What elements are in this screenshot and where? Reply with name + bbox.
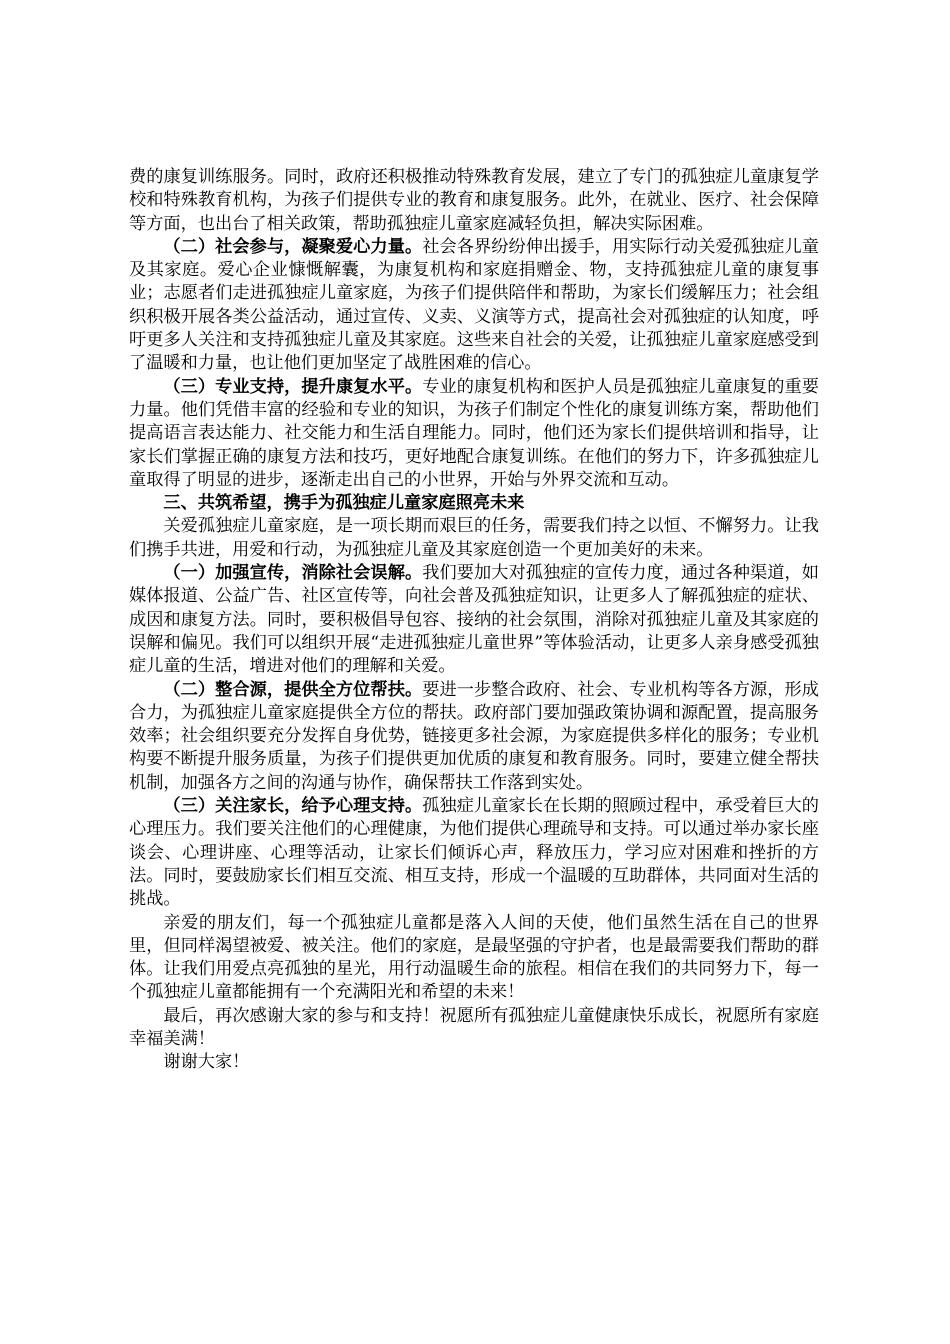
- paragraph-text: 谢谢大家！: [163, 1052, 250, 1073]
- section-heading: （一）加强宣传，消除社会误解。: [163, 563, 423, 584]
- paragraph-text: 社会各界纷纷伸出援手，用实际行动关爱孤独症儿童及其家庭。爱心企业慷慨解囊，为康复机构和家庭捐赠金、物，支持孤独症儿童的康复事业；志愿者们走进孤独症儿童家庭，为孩子们提供陪伴和帮助，为家长们缓解压力；社会组织积极开展各类公益活动，通过宣传、义卖、义演等方式，提高社会对孤独症的认知度，呼吁更多人关注和支持孤独症儿童及其家庭。这些来自社会的关爱，让孤独症儿童家庭感受到了温暖和力量，也让他们更加坚定了战胜困难的信心。: [129, 236, 819, 374]
- section-heading: （二）社会参与，凝聚爱心力量。: [163, 236, 423, 257]
- paragraph: [129, 376, 819, 492]
- paragraph-text: 孤独症儿童家长在长期的照顾过程中，承受着巨大的心理压力。我们要关注他们的心理健康，为他们提供心理疏导和支持。可以通过举办家长座谈会、心理讲座、心理等活动，让家长们倾诉心声，释放压力，学习应对困难和挫折的方法。同时，要鼓励家长们相互交流、相互支持，形成一个温暖的互助群体，共同面对生活的挑战。: [129, 796, 819, 910]
- section-heading: （三）关注家长，给予心理支持。: [163, 796, 423, 817]
- paragraph: [129, 679, 819, 795]
- document-body: [129, 166, 819, 1075]
- paragraph: [129, 562, 819, 678]
- paragraph: [129, 912, 819, 1005]
- paragraph-text: 专业的康复机构和医护人员是孤独症儿童康复的重要力量。他们凭借丰富的经验和专业的知识，为孩子们制定个性化的康复训练方案，帮助他们提高语言表达能力、社交能力和生活自理能力。同时，他们还为家长们提供培训和指导，让家长们掌握正确的康复方法和技巧，更好地配合康复训练。在他们的努力下，许多孤独症儿童取得了明显的进步，逐渐走出自己的小世界，开始与外界交流和互动。: [129, 376, 819, 490]
- paragraph-text: 我们要加大对孤独症的宣传力度，通过各种渠道，如媒体报道、公益广告、社区宣传等，向社会普及孤独症知识，让更多人了解孤独症的症状、成因和康复方法。同时，要积极倡导包容、接纳的社会氛围，消除对孤独症儿童及其家庭的误解和偏见。我们可以组织开展“走进孤独症儿童世界”等体验活动，让更多人亲身感受孤独症儿童的生活，增进对他们的理解和关爱。: [129, 563, 819, 677]
- section-title: [129, 492, 819, 515]
- paragraph-text: 费的康复训练服务。同时，政府还积极推动特殊教育发展，建立了专门的孤独症儿童康复学校和特殊教育机构，为孩子们提供专业的教育和康复服务。此外，在就业、医疗、社会保障等方面，也出台了相关政策，帮助孤独症儿童家庭减轻负担，解决实际困难。: [129, 167, 819, 234]
- paragraph-text: 要进一步整合政府、社会、专业机构等各方源，形成合力，为孤独症儿童家庭提供全方位的帮扶。政府部门要加强政策协调和源配置，提高服务效率；社会组织要充分发挥自身优势，链接更多社会源，为家庭提供多样化的服务；专业机构要不断提升服务质量，为孩子们提供更加优质的康复和教育服务。同时，要建立健全帮扶机制，加强各方之间的沟通与协作，确保帮扶工作落到实处。: [129, 679, 819, 793]
- paragraph: [129, 236, 819, 376]
- section-heading: （三）专业支持，提升康复水平。: [163, 376, 423, 397]
- paragraph-text: 关爱孤独症儿童家庭，是一项长期而艰巨的任务，需要我们持之以恒、不懈努力。让我们携手共进，用爱和行动，为孤独症儿童及其家庭创造一个更加美好的未来。: [129, 516, 819, 560]
- paragraph-text: 最后，再次感谢大家的参与和支持！祝愿所有孤独症儿童健康快乐成长，祝愿所有家庭幸福美满！: [129, 1005, 819, 1049]
- closing-line: [129, 1051, 819, 1074]
- paragraph: [129, 166, 819, 236]
- paragraph-text: 亲爱的朋友们，每一个孤独症儿童都是落入人间的天使，他们虽然生活在自己的世界里，但同样渴望被爱、被关注。他们的家庭，是最坚强的守护者，也是最需要我们帮助的群体。让我们用爱点亮孤独的星光，用行动温暖生命的旅程。相信在我们的共同努力下，每一个孤独症儿童都能拥有一个充满阳光和希望的未来！: [129, 912, 819, 1003]
- paragraph: [129, 795, 819, 911]
- paragraph: [129, 515, 819, 562]
- section-heading: 三、共筑希望，携手为孤独症儿童家庭照亮未来: [163, 493, 525, 514]
- paragraph: [129, 1005, 819, 1052]
- section-heading: （二）整合源，提供全方位帮扶。: [163, 679, 423, 700]
